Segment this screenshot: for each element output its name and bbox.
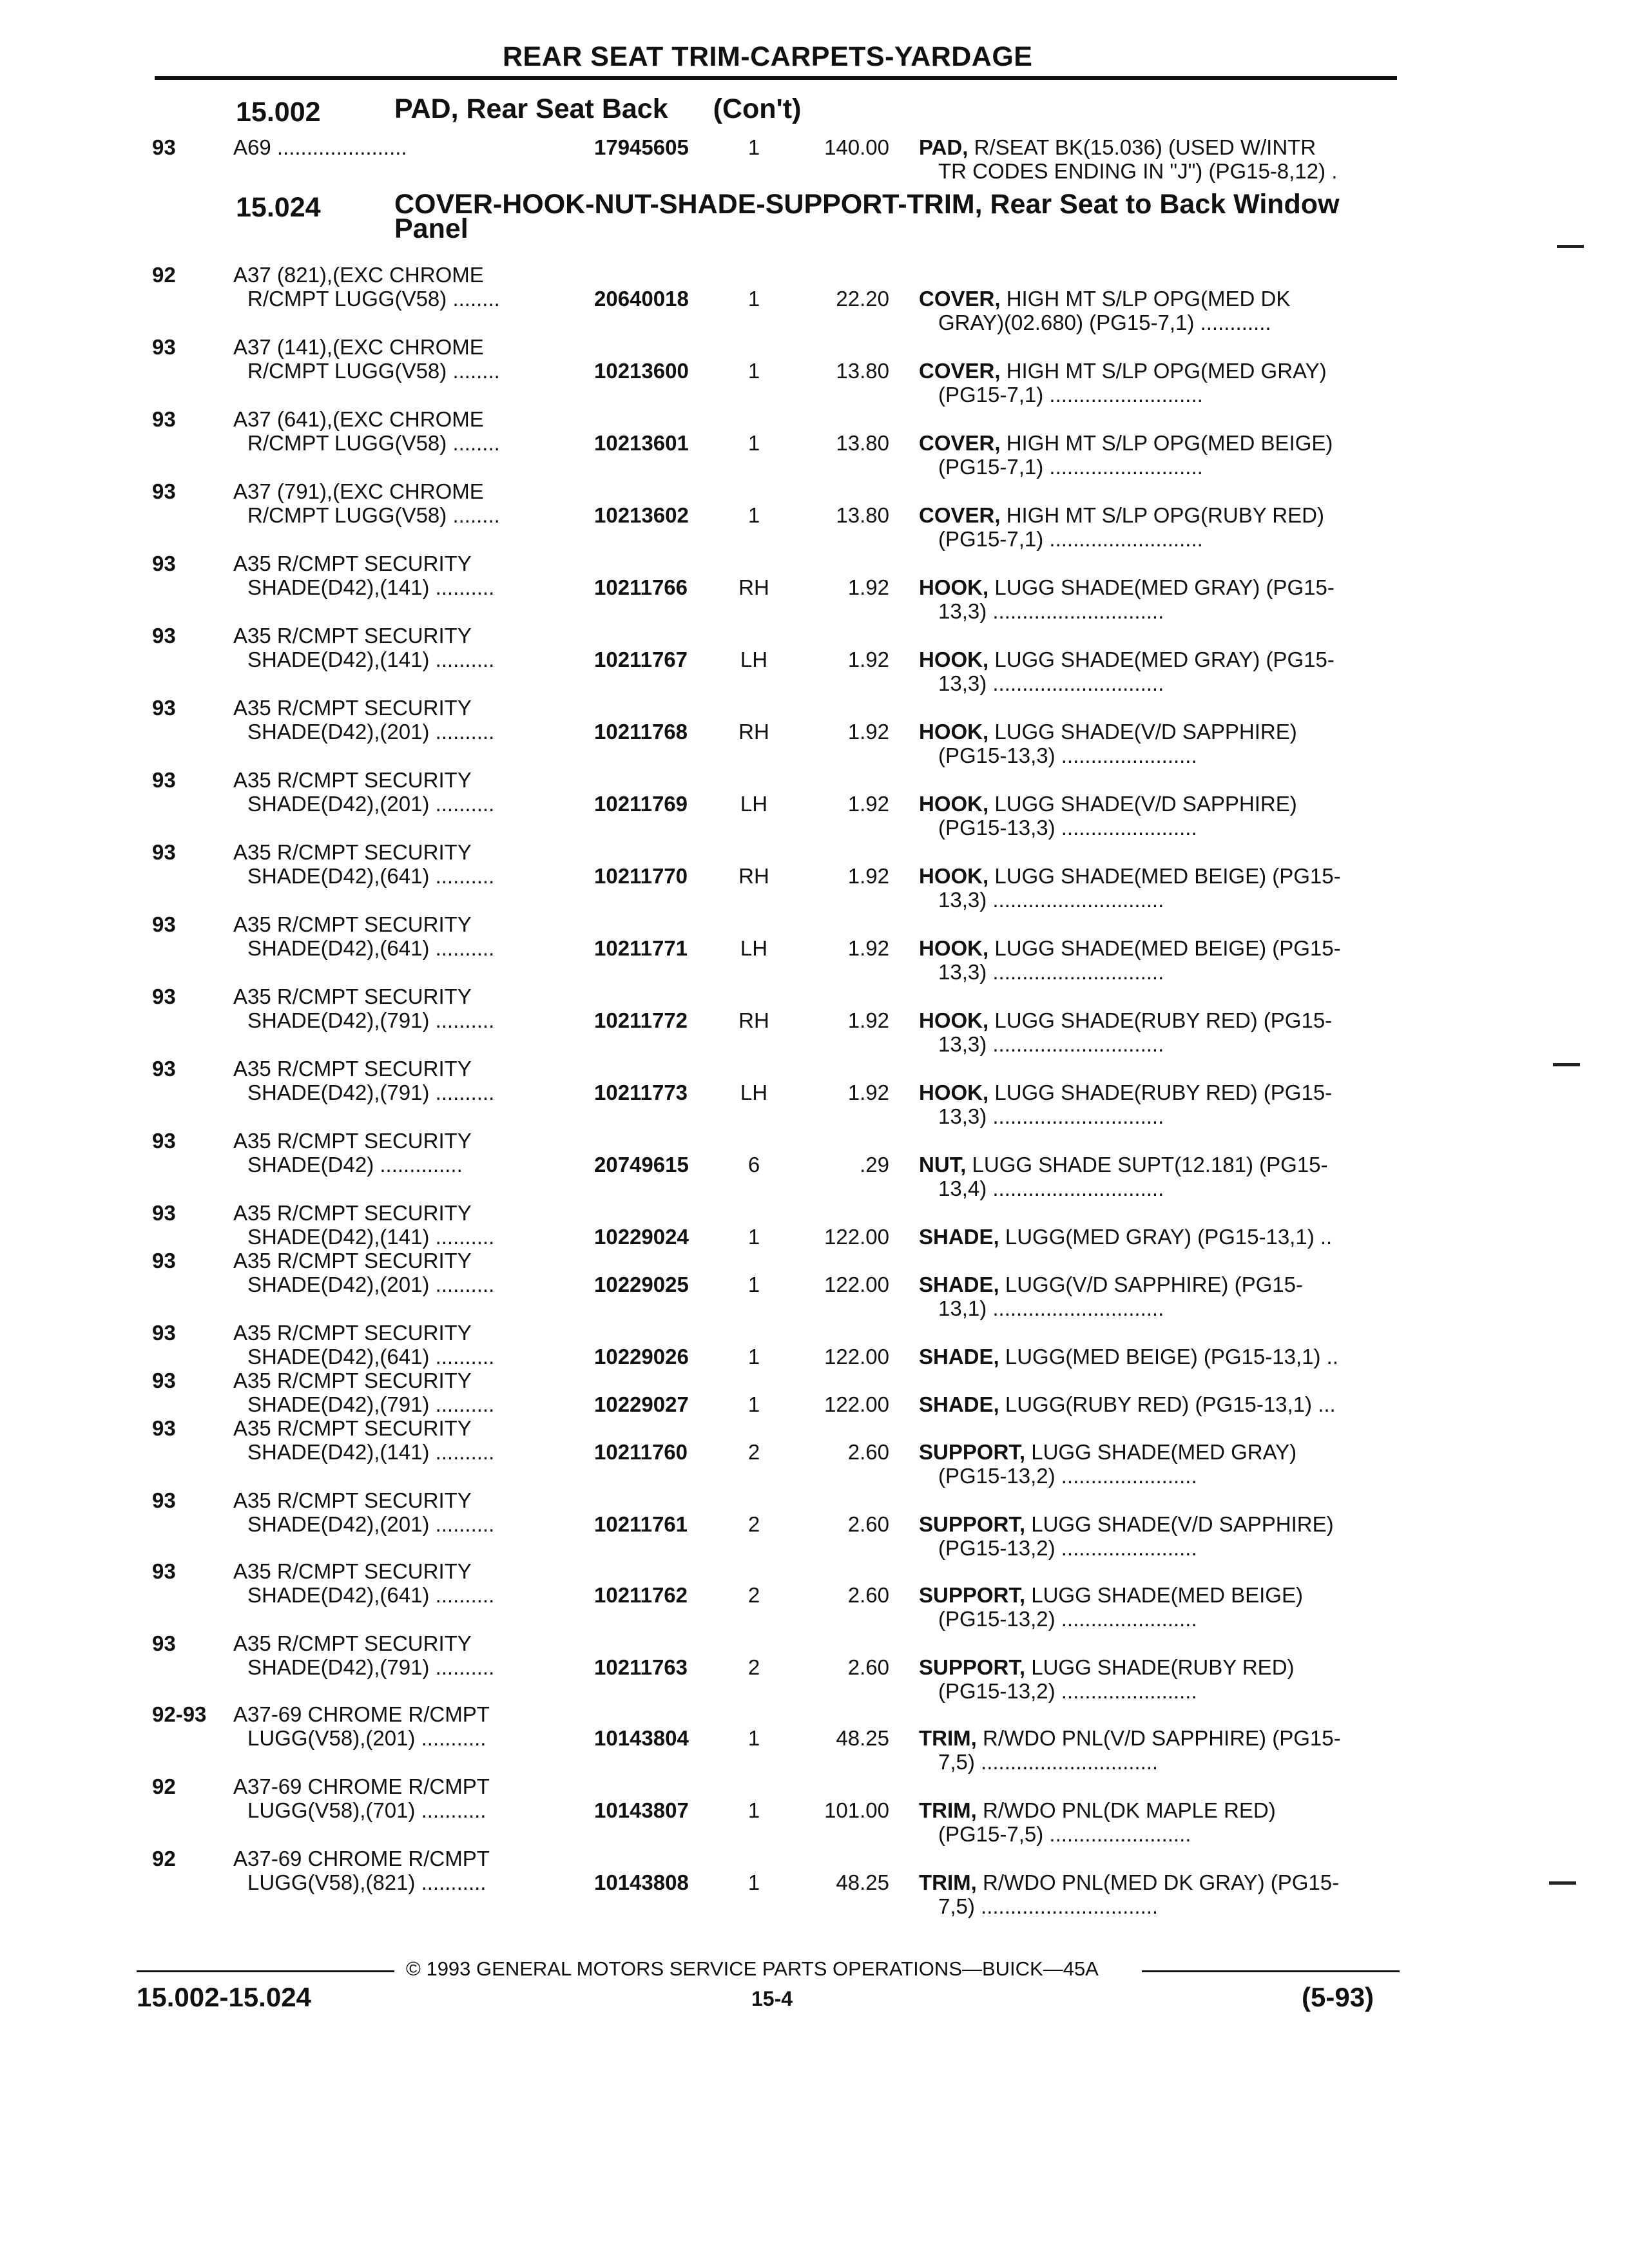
part-description-cont: 13,3) .............................: [938, 960, 1164, 984]
part-keyword: HOOK,: [919, 575, 989, 599]
quantity: RH: [738, 1008, 769, 1032]
part-keyword: HOOK,: [919, 792, 989, 816]
part-description-cont: (PG15-13,3) .......................: [938, 816, 1197, 840]
quantity: 1: [747, 359, 760, 383]
price: 1.92: [847, 864, 889, 888]
part-description: HOOK, LUGG SHADE(MED GRAY) (PG15-: [919, 575, 1335, 599]
model-description-cont: LUGG(V58),(201) ...........: [247, 1726, 487, 1750]
part-description-cont: 13,3) .............................: [938, 599, 1164, 623]
part-description-cont: 7,5) ..............................: [938, 1750, 1159, 1774]
quantity: 1: [747, 1726, 760, 1750]
model-description: A35 R/CMPT SECURITY: [233, 1057, 472, 1081]
part-entry: [0, 1847, 1629, 1917]
part-description: HOOK, LUGG SHADE(V/D SAPPHIRE): [919, 792, 1297, 816]
price: 1.92: [847, 1081, 889, 1104]
part-number: 10211768: [594, 720, 688, 744]
part-entry: [0, 1631, 1629, 1702]
model-description: A37 (141),(EXC CHROME: [233, 335, 484, 359]
part-description: NUT, LUGG SHADE SUPT(12.181) (PG15-: [919, 1153, 1328, 1177]
quantity: 1: [747, 1345, 760, 1369]
part-description: HOOK, LUGG SHADE(MED GRAY) (PG15-: [919, 648, 1335, 671]
model-year: 93: [152, 1416, 176, 1440]
part-entry: [0, 479, 1629, 550]
price: 140.00: [824, 135, 889, 159]
quantity: 1: [747, 431, 760, 455]
part-description-cont: 13,3) .............................: [938, 671, 1164, 695]
quantity: 2: [747, 1655, 760, 1679]
price: 1.92: [847, 792, 889, 816]
model-description-cont: LUGG(V58),(701) ...........: [247, 1798, 487, 1822]
part-description: COVER, HIGH MT S/LP OPG(MED DK: [919, 287, 1291, 311]
price: 1.92: [847, 648, 889, 671]
model-description-cont: R/CMPT LUGG(V58) ........: [247, 287, 500, 311]
price: 13.80: [836, 431, 889, 455]
part-description-cont: TR CODES ENDING IN "J") (PG15-8,12) .: [938, 159, 1338, 183]
part-description-cont: 13,4) .............................: [938, 1177, 1164, 1200]
part-entry: [0, 1129, 1629, 1200]
part-number: 10213601: [594, 431, 689, 455]
model-description: A35 R/CMPT SECURITY: [233, 624, 472, 648]
part-description-cont: 13,3) .............................: [938, 1032, 1164, 1056]
part-description-cont: 13,1) .............................: [938, 1296, 1164, 1320]
price: 48.25: [836, 1870, 889, 1894]
part-description: HOOK, LUGG SHADE(RUBY RED) (PG15-: [919, 1081, 1333, 1104]
part-keyword: HOOK,: [919, 648, 989, 671]
model-year: 93: [152, 407, 176, 431]
model-year: 92: [152, 1774, 176, 1798]
part-entry: [0, 840, 1629, 911]
model-description: A35 R/CMPT SECURITY: [233, 768, 472, 792]
part-keyword: PAD,: [919, 135, 969, 159]
model-description-cont: SHADE(D42),(141) ..........: [247, 1440, 495, 1464]
part-description: SUPPORT, LUGG SHADE(MED GRAY): [919, 1440, 1297, 1464]
part-keyword: SUPPORT,: [919, 1583, 1026, 1607]
model-year: 93: [152, 1631, 176, 1655]
part-number: 10211761: [594, 1512, 688, 1536]
model-description: A37-69 CHROME R/CMPT: [233, 1847, 490, 1870]
model-description-cont: SHADE(D42),(641) ..........: [247, 864, 495, 888]
model-description-cont: SHADE(D42),(791) ..........: [247, 1008, 495, 1032]
price: 2.60: [847, 1583, 889, 1607]
model-year: 93: [152, 1369, 176, 1392]
part-entry: [0, 1702, 1629, 1773]
price: .29: [860, 1153, 889, 1177]
part-description-cont: 13,3) .............................: [938, 1104, 1164, 1128]
part-keyword: COVER,: [919, 431, 1001, 455]
part-entry: [0, 912, 1629, 983]
part-description: HOOK, LUGG SHADE(RUBY RED) (PG15-: [919, 1008, 1333, 1032]
part-number: 10211762: [594, 1583, 688, 1607]
part-entry: [0, 1559, 1629, 1630]
quantity: LH: [740, 1081, 768, 1104]
section-title: COVER-HOOK-NUT-SHADE-SUPPORT-TRIM, Rear Seat to Back Window Panel: [394, 189, 1340, 244]
model-description-cont: SHADE(D42) ..............: [247, 1153, 463, 1177]
model-description-cont: SHADE(D42),(201) ..........: [247, 720, 495, 744]
part-description-cont: (PG15-7,1) ..........................: [938, 527, 1203, 551]
section-number: 15.024: [236, 192, 321, 223]
price: 1.92: [847, 1008, 889, 1032]
margin-mark: [1549, 1881, 1576, 1885]
part-keyword: SHADE,: [919, 1345, 999, 1369]
header-rule: [155, 76, 1397, 80]
model-description: A35 R/CMPT SECURITY: [233, 1631, 472, 1655]
part-keyword: HOOK,: [919, 864, 989, 888]
part-entry: [0, 335, 1629, 406]
price: 2.60: [847, 1655, 889, 1679]
price: 101.00: [824, 1798, 889, 1822]
part-description-cont: (PG15-7,5) ........................: [938, 1822, 1191, 1846]
quantity: 1: [747, 287, 760, 311]
model-description-cont: R/CMPT LUGG(V58) ........: [247, 359, 500, 383]
part-keyword: SHADE,: [919, 1392, 999, 1416]
price: 13.80: [836, 359, 889, 383]
part-description: HOOK, LUGG SHADE(MED BEIGE) (PG15-: [919, 864, 1341, 888]
quantity: 1: [747, 1798, 760, 1822]
model-description-cont: R/CMPT LUGG(V58) ........: [247, 431, 500, 455]
model-description: A35 R/CMPT SECURITY: [233, 1488, 472, 1512]
footer-date: (5-93): [1302, 1982, 1374, 2012]
quantity: LH: [740, 648, 768, 671]
quantity: RH: [738, 575, 769, 599]
model-description: A35 R/CMPT SECURITY: [233, 1129, 472, 1153]
part-description: SHADE, LUGG(RUBY RED) (PG15-13,1) ...: [919, 1392, 1336, 1416]
part-description: SUPPORT, LUGG SHADE(MED BEIGE): [919, 1583, 1303, 1607]
model-description: A35 R/CMPT SECURITY: [233, 696, 472, 720]
model-year: 93: [152, 768, 176, 792]
quantity: 1: [747, 1273, 760, 1296]
model-description-cont: SHADE(D42),(141) ..........: [247, 1225, 495, 1249]
footer-section-range: 15.002-15.024: [137, 1982, 311, 2012]
model-description: A37 (821),(EXC CHROME: [233, 263, 484, 287]
model-description-cont: SHADE(D42),(141) ..........: [247, 648, 495, 671]
model-description: A35 R/CMPT SECURITY: [233, 1249, 472, 1273]
quantity: 2: [747, 1440, 760, 1464]
model-description: A35 R/CMPT SECURITY: [233, 1369, 472, 1392]
model-description: A37 (791),(EXC CHROME: [233, 479, 484, 503]
price: 48.25: [836, 1726, 889, 1750]
part-number: 10143807: [594, 1798, 689, 1822]
part-keyword: TRIM,: [919, 1726, 977, 1750]
part-description: HOOK, LUGG SHADE(V/D SAPPHIRE): [919, 720, 1297, 744]
quantity: 1: [747, 1225, 760, 1249]
part-description-cont: (PG15-13,2) .......................: [938, 1536, 1197, 1560]
model-year: 93: [152, 912, 176, 936]
part-description-cont: (PG15-7,1) ..........................: [938, 455, 1203, 479]
copyright-line: © 1993 GENERAL MOTORS SERVICE PARTS OPERATIONS—BUICK—45A: [406, 1957, 1099, 1980]
model-description: A35 R/CMPT SECURITY: [233, 1559, 472, 1583]
model-year: 93: [152, 624, 176, 648]
part-description: TRIM, R/WDO PNL(V/D SAPPHIRE) (PG15-: [919, 1726, 1341, 1750]
part-description: SUPPORT, LUGG SHADE(V/D SAPPHIRE): [919, 1512, 1334, 1536]
part-keyword: SHADE,: [919, 1225, 999, 1249]
model-description-cont: SHADE(D42),(641) ..........: [247, 1583, 495, 1607]
part-number: 10213600: [594, 359, 689, 383]
model-description-cont: SHADE(D42),(201) ..........: [247, 1512, 495, 1536]
part-number: 10229024: [594, 1225, 689, 1249]
part-keyword: COVER,: [919, 359, 1001, 383]
part-entry: [0, 768, 1629, 839]
quantity: 1: [747, 1870, 760, 1894]
part-number: 10229026: [594, 1345, 689, 1369]
part-entry: [0, 552, 1629, 622]
part-entry: [0, 263, 1629, 334]
part-description: PAD, R/SEAT BK(15.036) (USED W/INTR: [919, 135, 1316, 159]
part-keyword: HOOK,: [919, 1008, 989, 1032]
quantity: 1: [747, 135, 760, 159]
model-year: 93: [152, 1249, 176, 1273]
part-number: 10211773: [594, 1081, 688, 1104]
model-description: A35 R/CMPT SECURITY: [233, 840, 472, 864]
part-number: 17945605: [594, 135, 689, 159]
part-keyword: COVER,: [919, 503, 1001, 527]
part-number: 10211767: [594, 648, 688, 671]
part-keyword: HOOK,: [919, 936, 989, 960]
part-entry: [0, 407, 1629, 478]
quantity: RH: [738, 864, 769, 888]
part-keyword: HOOK,: [919, 720, 989, 744]
footer-page-number: 15-4: [751, 1987, 793, 2010]
part-number: 20749615: [594, 1153, 689, 1177]
part-number: 10229025: [594, 1273, 689, 1296]
quantity: 6: [747, 1153, 760, 1177]
model-year: 93: [152, 135, 176, 159]
model-description: A35 R/CMPT SECURITY: [233, 1321, 472, 1345]
part-number: 10211760: [594, 1440, 688, 1464]
quantity: LH: [740, 936, 768, 960]
part-number: 10211766: [594, 575, 688, 599]
part-keyword: TRIM,: [919, 1870, 977, 1894]
part-description: TRIM, R/WDO PNL(DK MAPLE RED): [919, 1798, 1276, 1822]
quantity: RH: [738, 720, 769, 744]
model-description: A37-69 CHROME R/CMPT: [233, 1774, 490, 1798]
price: 22.20: [836, 287, 889, 311]
part-number: 10211763: [594, 1655, 688, 1679]
model-description-cont: LUGG(V58),(821) ...........: [247, 1870, 487, 1894]
part-number: 10143804: [594, 1726, 689, 1750]
margin-mark: [1557, 245, 1584, 248]
part-description: COVER, HIGH MT S/LP OPG(MED BEIGE): [919, 431, 1333, 455]
model-description: A37-69 CHROME R/CMPT: [233, 1702, 490, 1726]
part-entry: [0, 1249, 1629, 1320]
part-description: SHADE, LUGG(MED GRAY) (PG15-13,1) ..: [919, 1225, 1333, 1249]
part-description-cont: (PG15-13,3) .......................: [938, 744, 1197, 767]
part-description: SUPPORT, LUGG SHADE(RUBY RED): [919, 1655, 1295, 1679]
model-year: 93: [152, 1321, 176, 1345]
model-description-cont: SHADE(D42),(641) ..........: [247, 936, 495, 960]
part-number: 10143808: [594, 1870, 689, 1894]
part-description: SHADE, LUGG(MED BEIGE) (PG15-13,1) ..: [919, 1345, 1338, 1369]
model-description: A69 ......................: [233, 135, 407, 159]
model-description: A35 R/CMPT SECURITY: [233, 1416, 472, 1440]
price: 122.00: [824, 1392, 889, 1416]
price: 2.60: [847, 1512, 889, 1536]
model-year: 93: [152, 1057, 176, 1081]
part-keyword: COVER,: [919, 287, 1001, 311]
part-entry: [0, 1416, 1629, 1487]
part-number: 10211769: [594, 792, 688, 816]
part-description-cont: (PG15-7,1) ..........................: [938, 383, 1203, 407]
part-number: 10213602: [594, 503, 689, 527]
part-description-cont: GRAY)(02.680) (PG15-7,1) ............: [938, 311, 1271, 334]
model-description-cont: SHADE(D42),(141) ..........: [247, 575, 495, 599]
part-description-cont: (PG15-13,2) .......................: [938, 1464, 1197, 1488]
model-description: A35 R/CMPT SECURITY: [233, 552, 472, 575]
model-year: 93: [152, 1129, 176, 1153]
part-description: COVER, HIGH MT S/LP OPG(MED GRAY): [919, 359, 1327, 383]
part-number: 10211772: [594, 1008, 688, 1032]
part-keyword: HOOK,: [919, 1081, 989, 1104]
section-title-text: PAD, Rear Seat Back: [394, 93, 668, 124]
part-entry: [0, 1057, 1629, 1128]
footer-rule-right: [1142, 1970, 1400, 1972]
part-entry: [0, 696, 1629, 767]
part-entry: [0, 135, 1629, 206]
quantity: 2: [747, 1583, 760, 1607]
model-description-cont: SHADE(D42),(791) ..........: [247, 1392, 495, 1416]
model-description: A35 R/CMPT SECURITY: [233, 1201, 472, 1225]
price: 1.92: [847, 936, 889, 960]
part-description: COVER, HIGH MT S/LP OPG(RUBY RED): [919, 503, 1324, 527]
quantity: LH: [740, 792, 768, 816]
part-number: 10211770: [594, 864, 688, 888]
part-keyword: SUPPORT,: [919, 1655, 1026, 1679]
model-year: 93: [152, 985, 176, 1008]
model-description-cont: SHADE(D42),(791) ..........: [247, 1081, 495, 1104]
model-description-cont: SHADE(D42),(641) ..........: [247, 1345, 495, 1369]
model-year: 93: [152, 1559, 176, 1583]
quantity: 1: [747, 503, 760, 527]
price: 122.00: [824, 1225, 889, 1249]
part-keyword: NUT,: [919, 1153, 967, 1177]
part-description-cont: (PG15-13,2) .......................: [938, 1679, 1197, 1703]
part-keyword: SUPPORT,: [919, 1440, 1026, 1464]
model-description-cont: R/CMPT LUGG(V58) ........: [247, 503, 500, 527]
price: 122.00: [824, 1345, 889, 1369]
part-number: 20640018: [594, 287, 689, 311]
part-keyword: TRIM,: [919, 1798, 977, 1822]
part-entry: [0, 1774, 1629, 1845]
page-header-title: REAR SEAT TRIM-CARPETS-YARDAGE: [503, 41, 1033, 72]
model-year: 93: [152, 1488, 176, 1512]
section-cont-label: (Con't): [713, 93, 802, 124]
model-year: 93: [152, 1201, 176, 1225]
margin-mark: [1553, 1063, 1580, 1066]
part-number: 10211771: [594, 936, 688, 960]
footer-rule-left: [137, 1970, 394, 1972]
price: 13.80: [836, 503, 889, 527]
model-year: 92: [152, 1847, 176, 1870]
model-description-cont: SHADE(D42),(201) ..........: [247, 792, 495, 816]
model-year: 93: [152, 335, 176, 359]
part-description-cont: (PG15-13,2) .......................: [938, 1607, 1197, 1631]
model-year: 92: [152, 263, 176, 287]
part-entry: [0, 985, 1629, 1055]
price: 1.92: [847, 575, 889, 599]
part-number: 10229027: [594, 1392, 689, 1416]
part-description: HOOK, LUGG SHADE(MED BEIGE) (PG15-: [919, 936, 1341, 960]
model-description-cont: SHADE(D42),(791) ..........: [247, 1655, 495, 1679]
part-description: TRIM, R/WDO PNL(MED DK GRAY) (PG15-: [919, 1870, 1340, 1894]
quantity: 2: [747, 1512, 760, 1536]
model-year: 92-93: [152, 1702, 207, 1726]
price: 122.00: [824, 1273, 889, 1296]
model-description: A35 R/CMPT SECURITY: [233, 985, 472, 1008]
model-year: 93: [152, 479, 176, 503]
part-description-cont: 13,3) .............................: [938, 888, 1164, 912]
model-description-cont: SHADE(D42),(201) ..........: [247, 1273, 495, 1296]
model-year: 93: [152, 552, 176, 575]
part-description-cont: 7,5) ..............................: [938, 1894, 1159, 1918]
model-description: A37 (641),(EXC CHROME: [233, 407, 484, 431]
model-year: 93: [152, 696, 176, 720]
price: 1.92: [847, 720, 889, 744]
section-number: 15.002: [236, 97, 321, 128]
section-title: [394, 93, 1361, 124]
part-keyword: SHADE,: [919, 1273, 999, 1296]
part-entry: [0, 1488, 1629, 1559]
price: 2.60: [847, 1440, 889, 1464]
part-keyword: SUPPORT,: [919, 1512, 1026, 1536]
quantity: 1: [747, 1392, 760, 1416]
model-description: A35 R/CMPT SECURITY: [233, 912, 472, 936]
part-description: SHADE, LUGG(V/D SAPPHIRE) (PG15-: [919, 1273, 1303, 1296]
part-entry: [0, 624, 1629, 695]
model-year: 93: [152, 840, 176, 864]
